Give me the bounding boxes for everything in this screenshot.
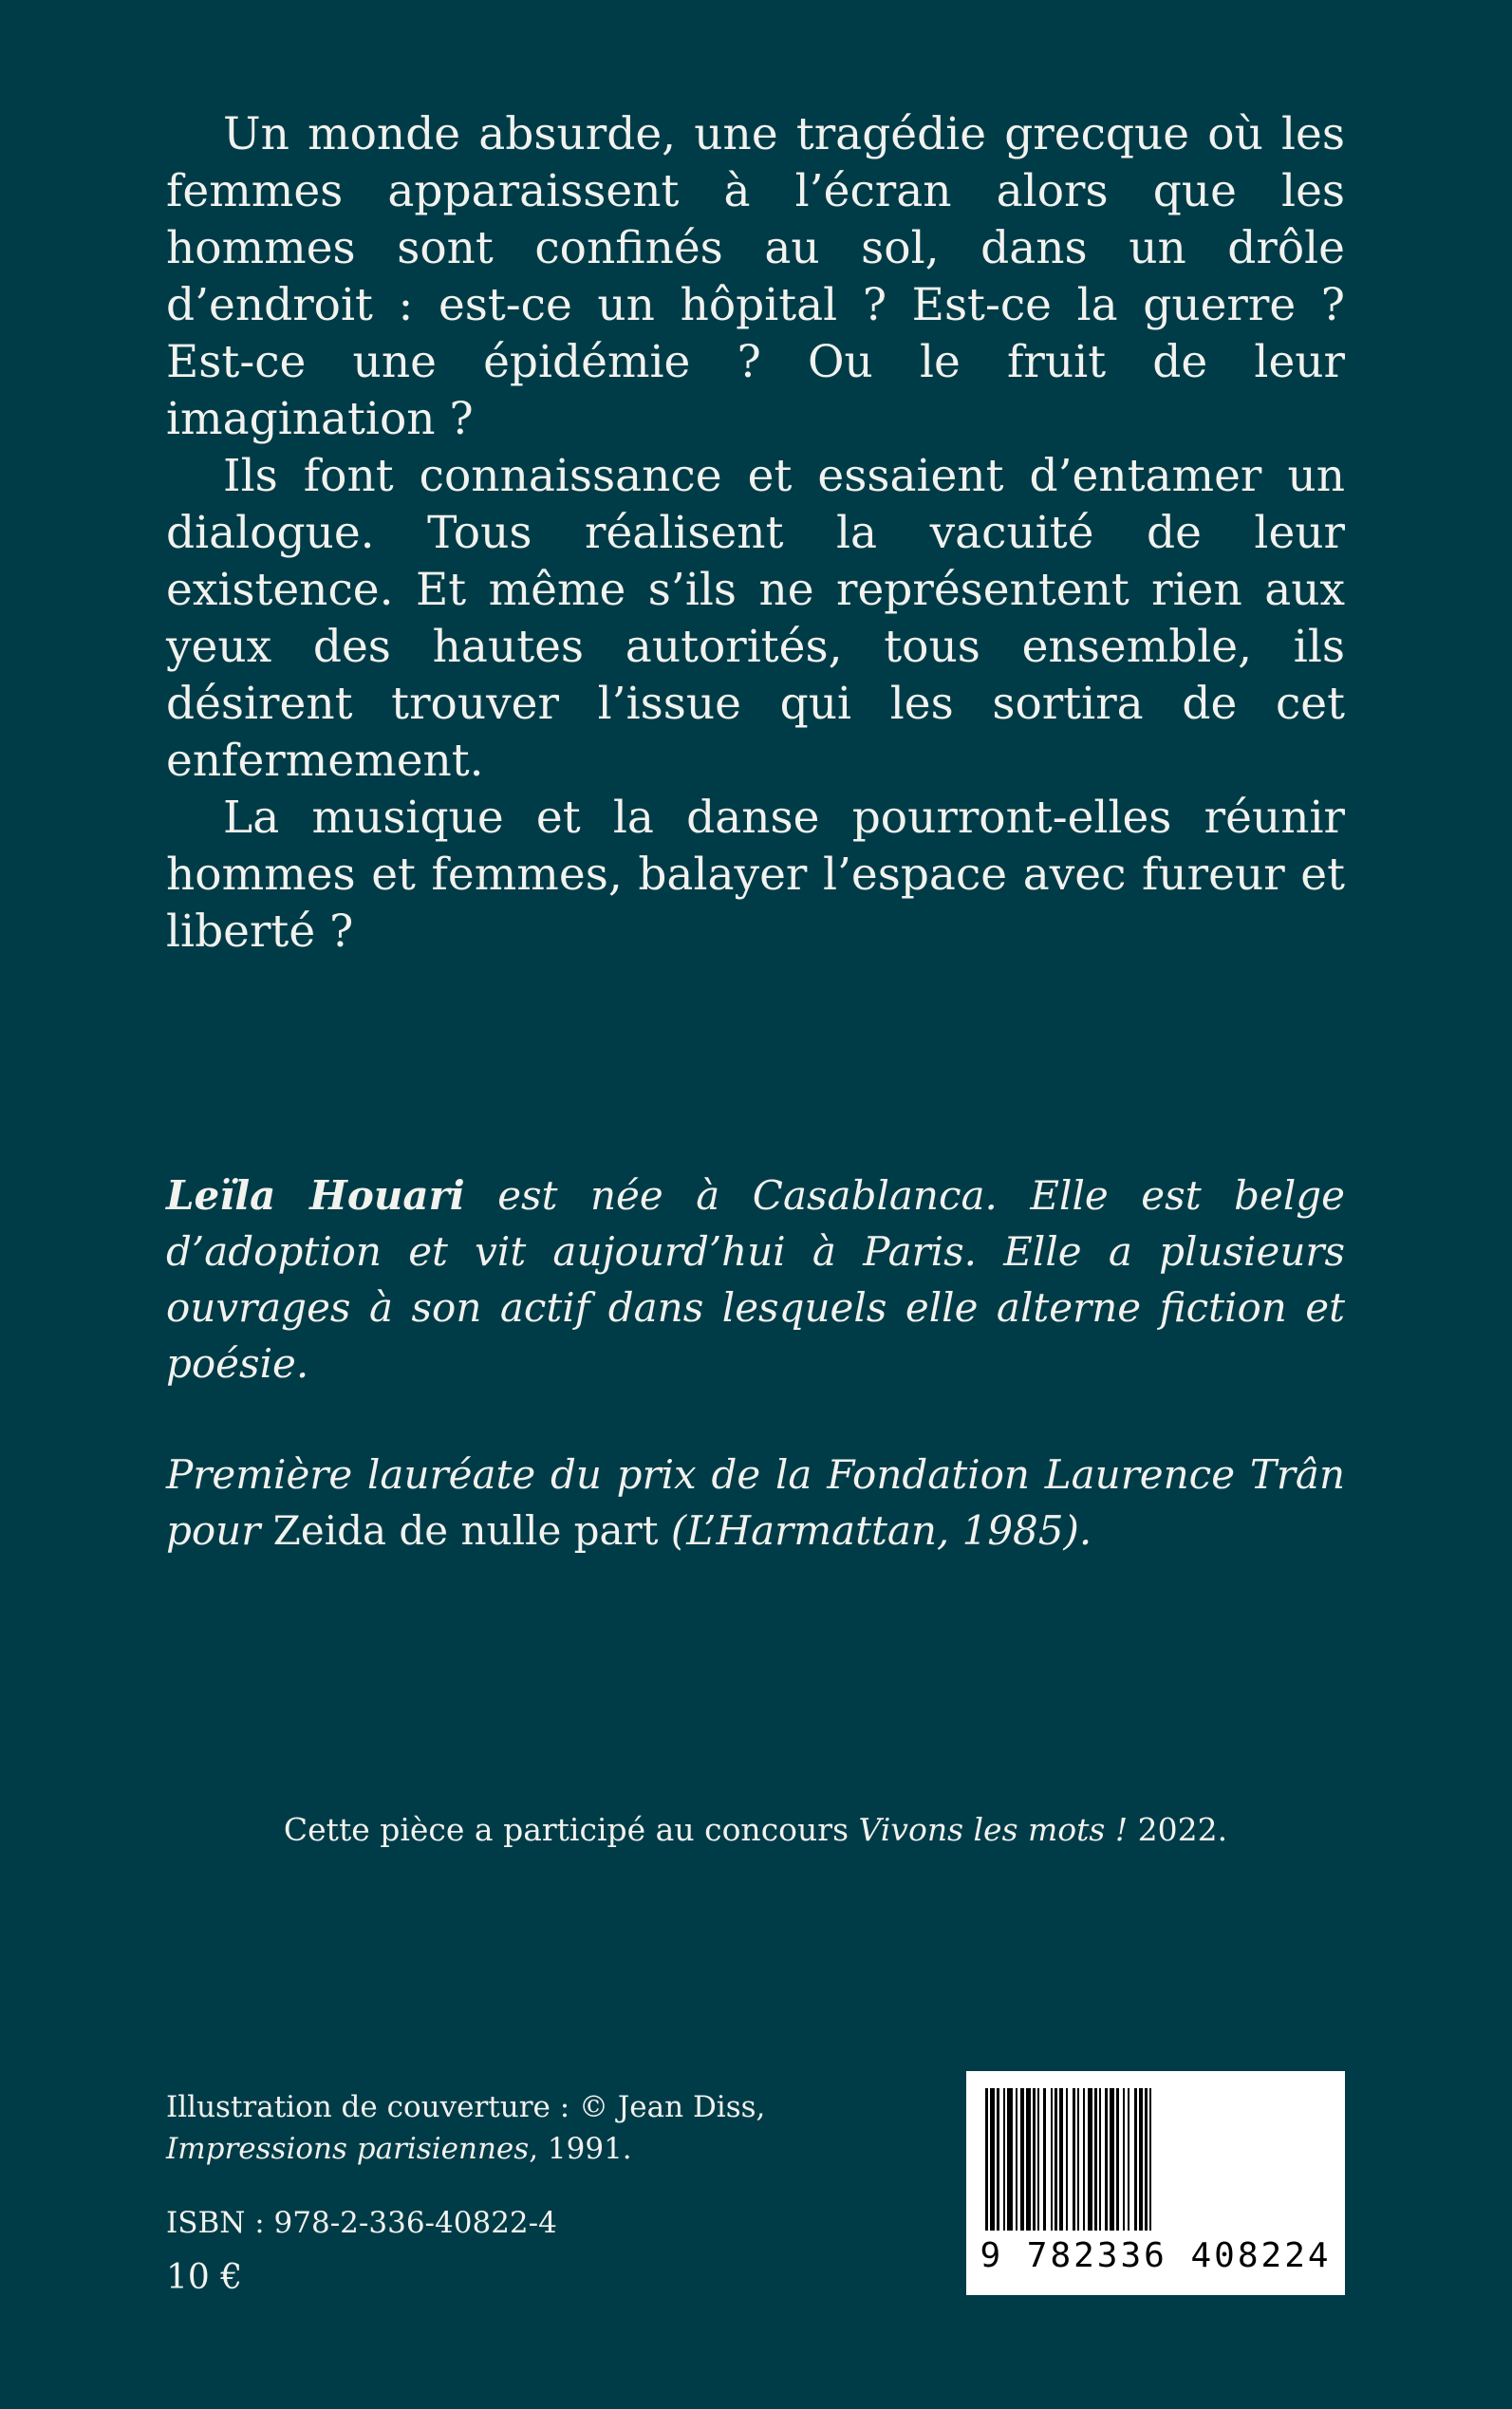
blurb-paragraph: La musique et la danse pourront-elles réunir hommes et femmes, balayer l’espace avec fureur et liberté ?	[166, 792, 1345, 958]
barcode-bar	[1134, 2088, 1137, 2231]
author-bio-paragraph	[166, 1167, 1345, 1391]
barcode-bar	[1123, 2088, 1125, 2231]
prize-suffix: (L’Harmattan, 1985).	[658, 1507, 1092, 1554]
author-bio-text: est née à Casablanca. Elle est belge d’adoption et vit aujourd’hui à Paris. Elle a plusieurs ouvrages à son actif dans lesquels elle alterne fiction et poésie.	[166, 1172, 1345, 1387]
author-name: Leïla Houari	[166, 1172, 465, 1219]
barcode-bar	[1020, 2088, 1024, 2231]
barcode-bar	[1059, 2088, 1063, 2231]
barcode-bar	[1051, 2088, 1053, 2231]
barcode-bar	[1077, 2088, 1079, 2231]
cover-work-title: Impressions parisiennes	[166, 2132, 530, 2166]
blurb-paragraph: Ils font connaissance et essaient d’entamer un dialogue. Tous réalisent la vacuité de leur existence. Et même s’ils ne représentent rien aux yeux des hautes autorités, tous ensemble, ils désirent trouver l’issue qui les sortira de cet enfermement.	[166, 450, 1345, 787]
barcode-bar	[1026, 2088, 1031, 2231]
barcode-bar	[1007, 2088, 1013, 2231]
barcode-bar	[1055, 2088, 1057, 2231]
barcode-bar	[1149, 2088, 1151, 2231]
barcode-bar	[1110, 2088, 1114, 2231]
author-prize-paragraph	[166, 1447, 1345, 1559]
prize-book-title: Zeida de nulle part	[272, 1507, 659, 1554]
barcode-bar	[1116, 2088, 1119, 2231]
contest-suffix: 2022.	[1128, 1811, 1228, 1848]
barcode-bar	[1128, 2088, 1129, 2231]
barcode-digits: 9 782336 408224	[980, 2236, 1332, 2275]
barcode-bar	[1003, 2088, 1005, 2231]
barcode-bar	[985, 2088, 988, 2231]
barcode-bar	[1016, 2088, 1017, 2231]
barcode	[966, 2071, 1345, 2295]
barcode-bar	[990, 2088, 995, 2231]
cover-credit-line: Illustration de couverture : © Jean Diss,	[166, 2090, 766, 2124]
cover-work-year: , 1991.	[529, 2132, 632, 2166]
author-bio	[166, 1167, 1345, 1559]
barcode-bar	[1033, 2088, 1036, 2231]
barcode-bar	[1088, 2088, 1092, 2231]
blurb-paragraph: Un monde absurde, une tragédie grecque où les femmes apparaissent à l’écran alors que les hommes sont confinés au sol, dans un drôle d’endroit : est-ce un hôpital ? Est-ce la guerre ? Est-ce une épidémie ? Ou le fruit de leur imagination ?	[166, 108, 1345, 445]
contest-title: Vivons les mots !	[858, 1811, 1129, 1848]
cover-credit-work	[166, 2128, 765, 2170]
barcode-bar	[1066, 2088, 1068, 2231]
barcode-bar	[1083, 2088, 1085, 2231]
barcode-bar	[1139, 2088, 1143, 2231]
barcode-bar	[1099, 2088, 1101, 2231]
barcode-bar	[1145, 2088, 1148, 2231]
prize-prefix: Première lauréate du prix de la Fondation Laurence Trân pour	[166, 1451, 1345, 1554]
contest-prefix: Cette pièce a participé au concours	[283, 1811, 859, 1848]
back-cover-blurb	[166, 106, 1345, 961]
price: 10 €	[166, 2258, 243, 2297]
barcode-bar	[1094, 2088, 1097, 2231]
barcode-bar	[1105, 2088, 1108, 2231]
barcode-bar	[1073, 2088, 1075, 2231]
barcode-bar	[1037, 2088, 1039, 2231]
cover-credits	[166, 2086, 765, 2170]
contest-note	[166, 1811, 1345, 1849]
barcode-bar	[997, 2088, 999, 2231]
barcode-bar	[1043, 2088, 1046, 2231]
isbn: ISBN : 978-2-336-40822-4	[166, 2206, 557, 2240]
